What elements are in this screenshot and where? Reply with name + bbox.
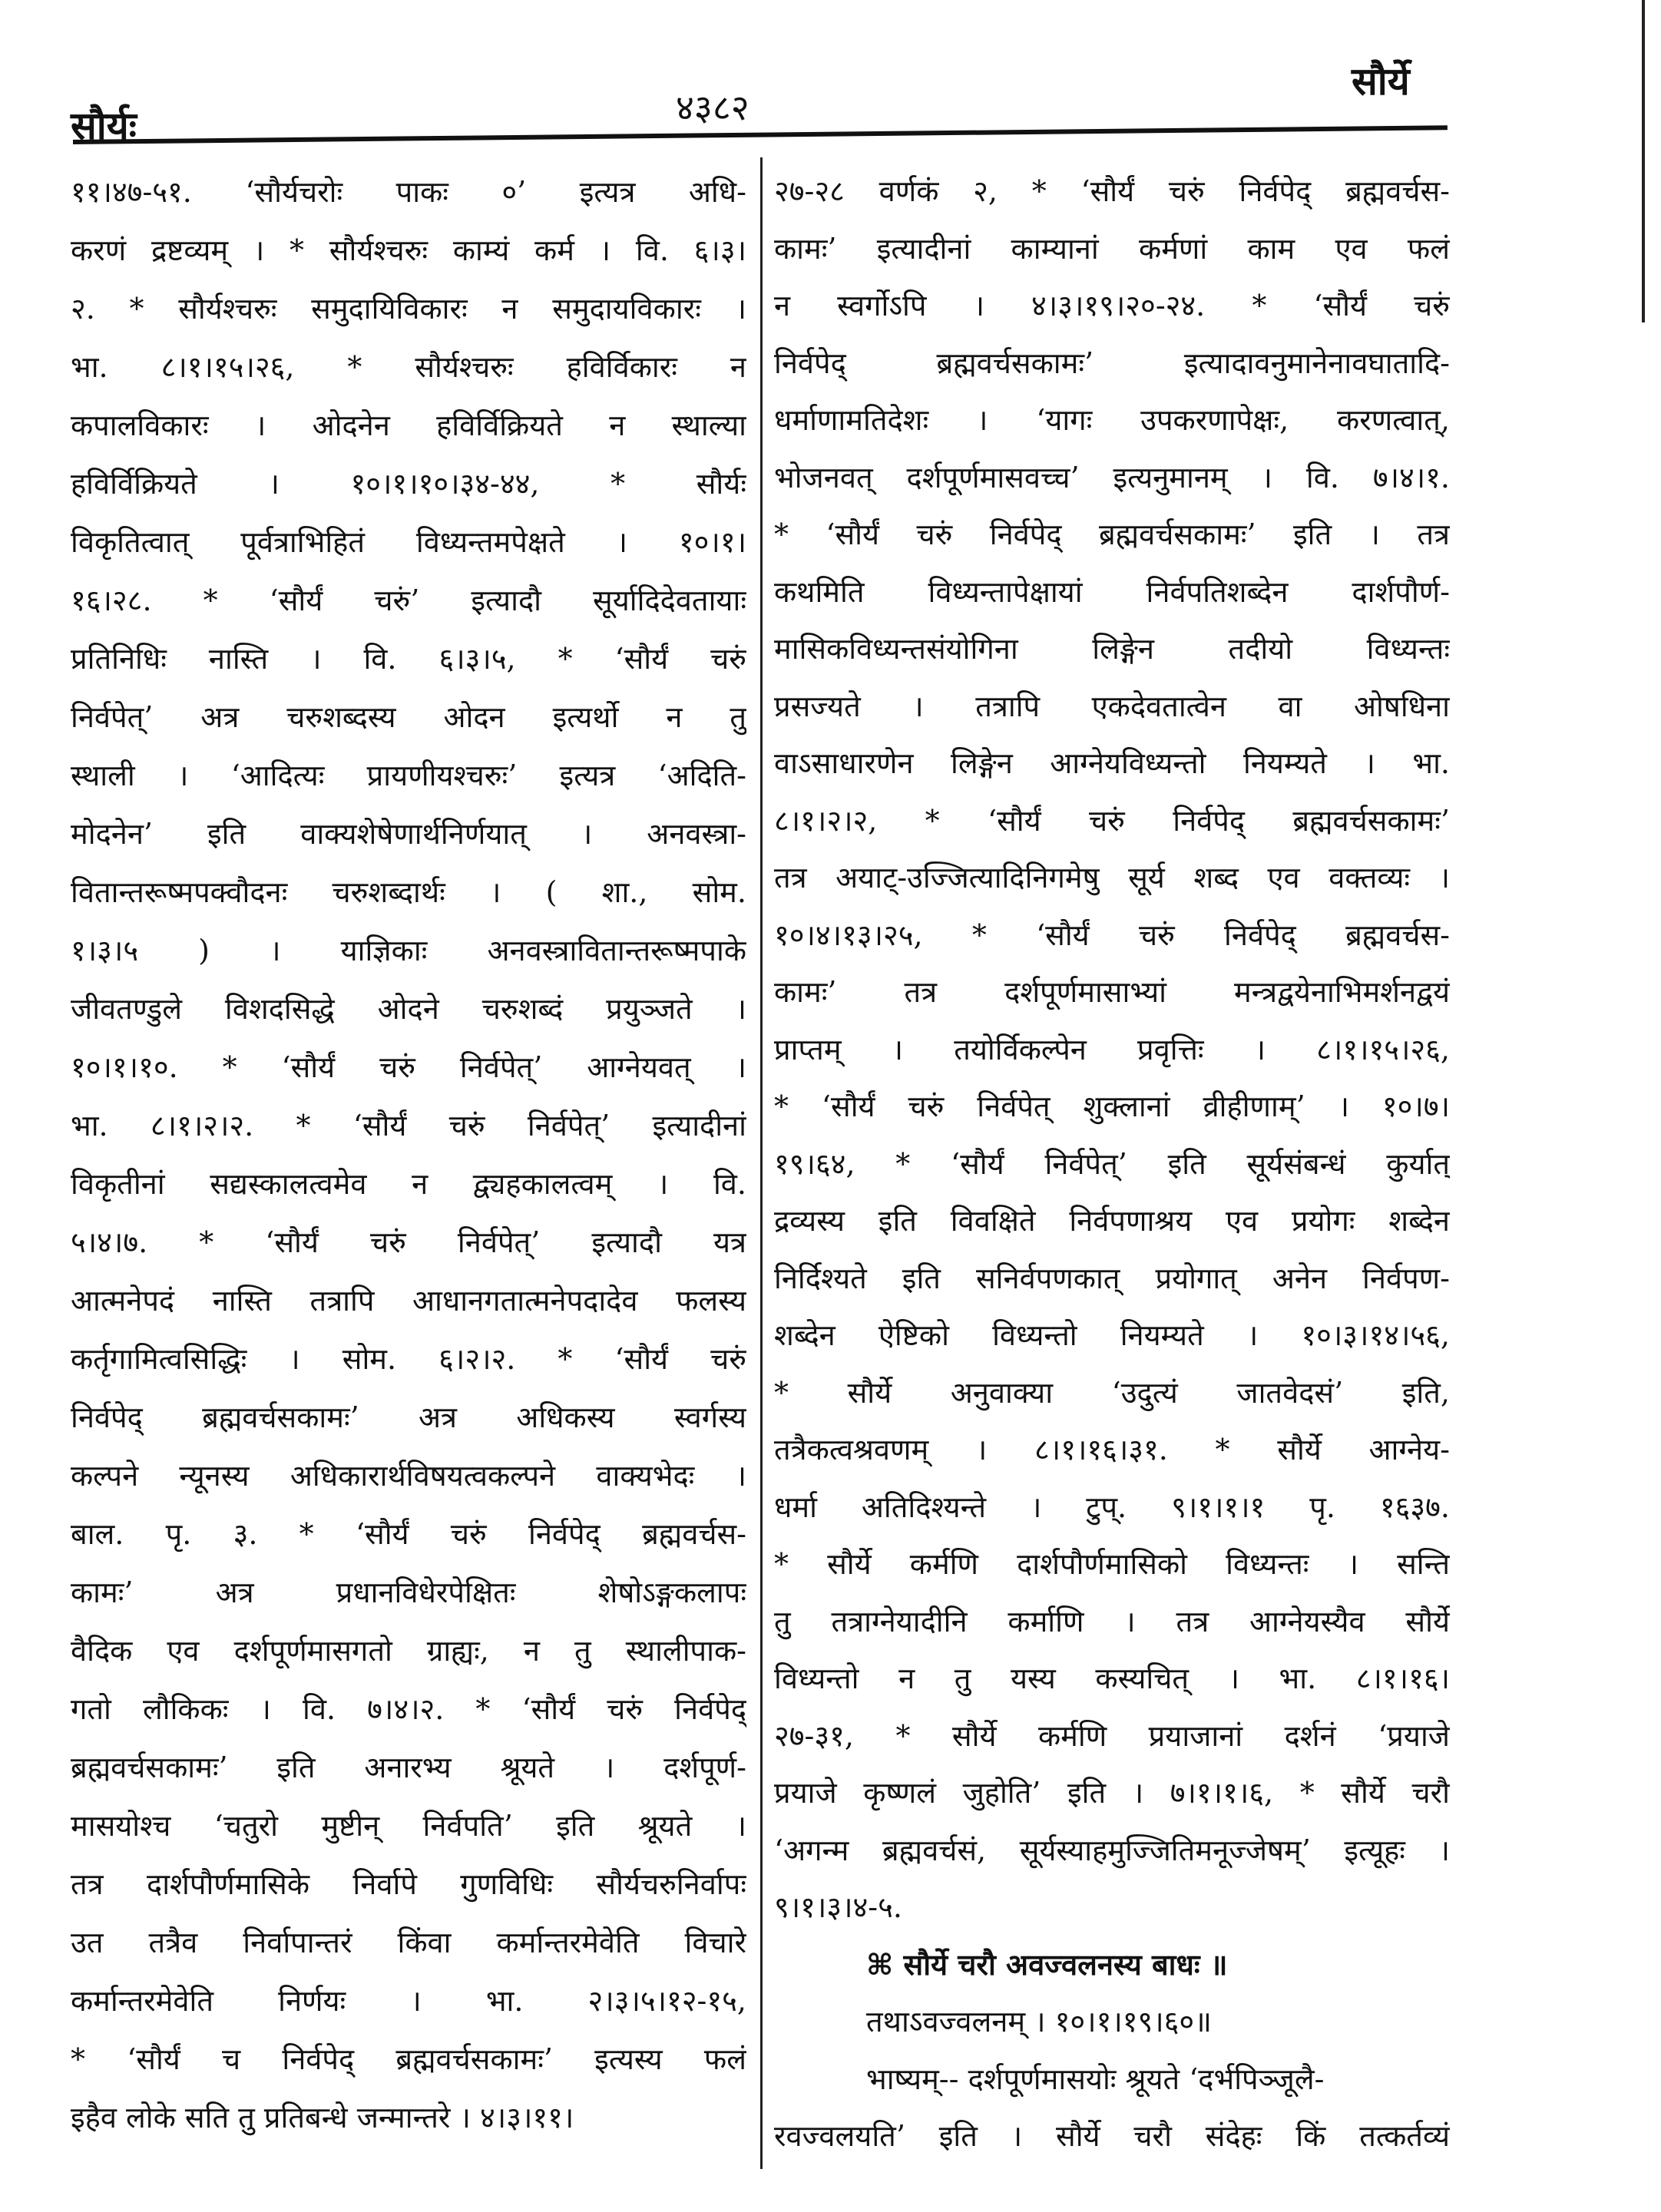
text-line: कामः’ अत्र प्रधानविधेरपेक्षितः शेषोऽङ्गकलापः xyxy=(71,1576,746,1609)
text-line: २७-३१, * सौर्ये कर्मणि प्रयाजानां दर्शनं ‘प्रयाजे xyxy=(774,1718,1450,1753)
right-column xyxy=(774,163,1450,2165)
text-line: * ‘सौर्यं च निर्वपेद् ब्रह्मवर्चसकामः’ इत्यस्य फलं xyxy=(71,2042,746,2076)
column-divider xyxy=(760,157,763,2169)
text-line: २७-२८ वर्णकं २, * ‘सौर्यं चरुं निर्वपेद् ब्रह्मवर्चस- xyxy=(774,174,1450,208)
page-number: ४३८२ xyxy=(676,87,749,128)
text-line: निर्वपेत्’ अत्र चरुशब्दस्य ओदन इत्यर्थो न तु xyxy=(71,700,746,734)
text-line: ५।४।७. * ‘सौर्यं चरुं निर्वपेत्’ इत्यादौ यत्र xyxy=(71,1225,746,1259)
text-line: बाल. पृ. ३. * ‘सौर्यं चरुं निर्वपेद् ब्रह्मवर्चस- xyxy=(71,1517,746,1551)
text-line: कल्पने न्यूनस्य अधिकारार्थविषयत्वकल्पने वाक्यभेदः । xyxy=(71,1459,746,1493)
text-line: ११।४७-५१. ‘सौर्यचरोः पाकः ०’ इत्यत्र अधि- xyxy=(71,175,746,209)
text-line: मोदनेन’ इति वाक्यशेषेणार्थनिर्णयात् । अनवस्त्रा- xyxy=(71,817,746,851)
text-line: ९।१।३।४-५. xyxy=(774,1890,902,1924)
text-line: विकृतीनां सद्यस्कालत्वमेव न द्व्यहकालत्वम् । वि. xyxy=(71,1167,746,1201)
text-line: प्रयाजे कृष्णलं जुहोति’ इति । ७।१।१।६, * सौर्ये चरौ xyxy=(774,1776,1450,1810)
text-line: निर्वपेद् ब्रह्मवर्चसकामः’ इत्यादावनुमानेनावघातादि- xyxy=(774,346,1450,380)
text-line: * सौर्ये कर्मणि दार्शपौर्णमासिको विध्यन्तः । सन्ति xyxy=(774,1547,1450,1581)
text-line: कपालविकारः । ओदनेन हविर्विक्रियते न स्थाल्या xyxy=(71,408,746,442)
text-line: स्थाली । ‘आदित्यः प्रायणीयश्चरुः’ इत्यत्र ‘अदिति- xyxy=(71,759,746,792)
text-line: निर्दिश्यते इति सनिर्वपणकात् प्रयोगात् अनेन निर्वपण- xyxy=(774,1261,1450,1295)
bhashya-line: रवज्वलयति’ इति । सौर्ये चरौ संदेहः किं तत्कर्तव्यं xyxy=(774,2119,1450,2153)
text-line: वितान्तरूष्मपक्वौदनः चरुशब्दार्थः । ( शा., सोम. xyxy=(71,875,746,909)
text-line: ८।१।२।२, * ‘सौर्यं चरुं निर्वपेद् ब्रह्मवर्चसकामः’ xyxy=(774,803,1450,838)
text-line: १०।४।१३।२५, * ‘सौर्यं चरुं निर्वपेद् ब्रह्मवर्चस- xyxy=(774,918,1450,952)
text-line: वाऽसाधारणेन लिङ्गेन आग्नेयविध्यन्तो नियम्यते । भा. xyxy=(774,746,1450,780)
text-line: विध्यन्तो न तु यस्य कस्यचित् । भा. ८।१।१६। xyxy=(774,1661,1450,1695)
text-line: वैदिक एव दर्शपूर्णमासगतो ग्राह्यः, न तु स्थालीपाक- xyxy=(71,1634,746,1668)
text-line: १९।६४, * ‘सौर्यं निर्वपेत्’ इति सूर्यसंबन्धं कुर्यात् xyxy=(774,1146,1450,1181)
text-line: * ‘सौर्यं चरुं निर्वपेत् शुक्लानां व्रीहीणाम्’ । १०।७। xyxy=(774,1089,1450,1123)
text-line: मासिकविध्यन्तसंयोगिना लिङ्गेन तदीयो विध्यन्तः xyxy=(774,632,1450,666)
text-line: गतो लौकिकः । वि. ७।४।२. * ‘सौर्यं चरुं निर्वपेद् xyxy=(71,1692,746,1726)
text-line: ‘अगन्म ब्रह्मवर्चसं, सूर्यस्याहमुज्जितिमनूज्जेषम्’ इत्यूहः । xyxy=(774,1833,1450,1867)
text-line: धर्माणामतिदेशः । ‘यागः उपकरणापेक्षः, करणत्वात्, xyxy=(774,403,1450,437)
text-line: १।३।५ ) । याज्ञिकाः अनवस्त्रावितान्तरूष्मपाके xyxy=(71,934,746,967)
text-line: जीवतण्डुले विशदसिद्धे ओदने चरुशब्दं प्रयुञ्जते । xyxy=(71,992,746,1026)
text-line: विकृतित्वात् पूर्वत्राभिहितं विध्यन्तमपेक्षते । १०।१। xyxy=(71,525,746,559)
text-line: १६।२८. * ‘सौर्यं चरुं’ इत्यादौ सूर्यादिदेवतायाः xyxy=(71,584,746,617)
text-line: भोजनवत् दर्शपूर्णमासवच्च’ इत्यनुमानम् । वि. ७।४।१. xyxy=(774,460,1450,494)
text-line: आत्मनेपदं नास्ति तत्रापि आधानगतात्मनेपदादेव फलस्य xyxy=(71,1284,746,1318)
text-line: हविर्विक्रियते । १०।१।१०।३४-४४, * सौर्यः xyxy=(71,467,746,501)
text-line: शब्देन ऐष्टिको विध्यन्तो नियम्यते । १०।३।१४।५६, xyxy=(774,1318,1450,1352)
text-line: करणं द्रष्टव्यम् । * सौर्यश्चरुः काम्यं कर्म । वि. ६।३। xyxy=(71,233,746,267)
text-line: * सौर्ये अनुवाक्या ‘उदुत्यं जातवेदसं’ इति, xyxy=(774,1375,1450,1410)
text-line: कर्मान्तरमेवेति निर्णयः । भा. २।३।५।१२-१५, xyxy=(71,1984,746,2018)
right-column-text xyxy=(774,163,1450,1936)
text-line: कामः’ इत्यादीनां काम्यानां कर्मणां काम एव फलं xyxy=(774,231,1450,266)
text-line: मासयोश्च ‘चतुरो मुष्टीन् निर्वपति’ इति श्रूयते । xyxy=(71,1809,746,1843)
text-line: प्राप्तम् । तयोर्विकल्पेन प्रवृत्तिः । ८।१।१५।२६, xyxy=(774,1032,1450,1066)
text-line: कथमिति विध्यन्तापेक्षायां निर्वपतिशब्देन दार्शपौर्ण- xyxy=(774,574,1450,609)
text-line: द्रव्यस्य इति विवक्षिते निर्वपणाश्रय एव प्रयोगः शब्देन xyxy=(774,1204,1450,1238)
text-line: तत्रैकत्वश्रवणम् । ८।१।१६।३१. * सौर्ये आग्नेय- xyxy=(774,1433,1450,1466)
text-line: कामः’ तत्र दर्शपूर्णमासाभ्यां मन्त्रद्वयेनाभिमर्शनद्वयं xyxy=(774,975,1450,1009)
text-line: इहैव लोके सति तु प्रतिबन्धे जन्मान्तरे । ४।३।११। xyxy=(71,2101,574,2134)
page-edge-line xyxy=(1642,0,1645,322)
text-line: प्रतिनिधिः नास्ति । वि. ६।३।५, * ‘सौर्यं चरुं xyxy=(71,642,746,676)
bhashya-line: भाष्यम्-- दर्शपूर्णमासयोः श्रूयते ‘दर्भपिञ्जूलै- xyxy=(866,2062,1325,2096)
text-line: तत्र अयाट्-उज्जित्यादिनिगमेषु सूर्य शब्द एव वक्तव्यः । xyxy=(774,861,1450,894)
text-line: न स्वर्गोऽपि । ४।३।१९।२०-२४. * ‘सौर्यं चरुं xyxy=(774,289,1450,322)
text-line: उत तत्रैव निर्वापान्तरं किंवा कर्मान्तरमेवेति विचारे xyxy=(71,1926,746,1959)
text-line: निर्वपेद् ब्रह्मवर्चसकामः’ अत्र अधिकस्य स्वर्गस्य xyxy=(71,1400,746,1434)
text-line: भा. ८।१।२।२. * ‘सौर्यं चरुं निर्वपेत्’ इत्यादीनां xyxy=(71,1109,746,1142)
text-line: तत्र दार्शपौर्णमासिके निर्वापे गुणविधिः सौर्यचरुनिर्वापः xyxy=(71,1867,746,1901)
text-line: धर्मा अतिदिश्यन्ते । टुप्. ९।१।१।१ पृ. १६३७. xyxy=(774,1490,1450,1524)
section-heading xyxy=(774,1936,1450,1994)
text-line: २. * सौर्यश्चरुः समुदायिविकारः न समुदायविकारः । xyxy=(71,292,746,326)
text-line: कर्तृगामित्वसिद्धिः । सोम. ६।२।२. * ‘सौर्यं चरुं xyxy=(71,1342,746,1376)
text-line: प्रसज्यते । तत्रापि एकदेवतात्वेन वा ओषधिना xyxy=(774,689,1450,723)
right-running-headword: सौर्ये xyxy=(1352,58,1410,104)
text-line: १०।१।१०. * ‘सौर्यं चरुं निर्वपेत्’ आग्नेयवत् । xyxy=(71,1050,746,1084)
header-rule xyxy=(73,125,1448,144)
text-line: ब्रह्मवर्चसकामः’ इति अनारभ्य श्रूयते । दर्शपूर्ण- xyxy=(71,1751,746,1784)
sutra-line: तथाऽवज्वलनम् । १०।१।१९।६०॥ xyxy=(866,2005,1212,2038)
text-line: * ‘सौर्यं चरुं निर्वपेद् ब्रह्मवर्चसकामः’ इति । तत्र xyxy=(774,517,1450,551)
text-line: भा. ८।१।१५।२६, * सौर्यश्चरुः हविर्विकारः न xyxy=(71,350,746,384)
section-marker-icon: ⌘ xyxy=(866,1946,894,1982)
left-column xyxy=(71,163,746,2147)
section-heading-text: सौर्ये चरौ अवज्वलनस्य बाधः ॥ xyxy=(903,1946,1228,1982)
text-line: तु तत्राग्नेयादीनि कर्माणि । तत्र आग्नेयस्यैव सौर्ये xyxy=(774,1604,1450,1638)
left-running-headword: सौर्यः xyxy=(71,103,137,148)
